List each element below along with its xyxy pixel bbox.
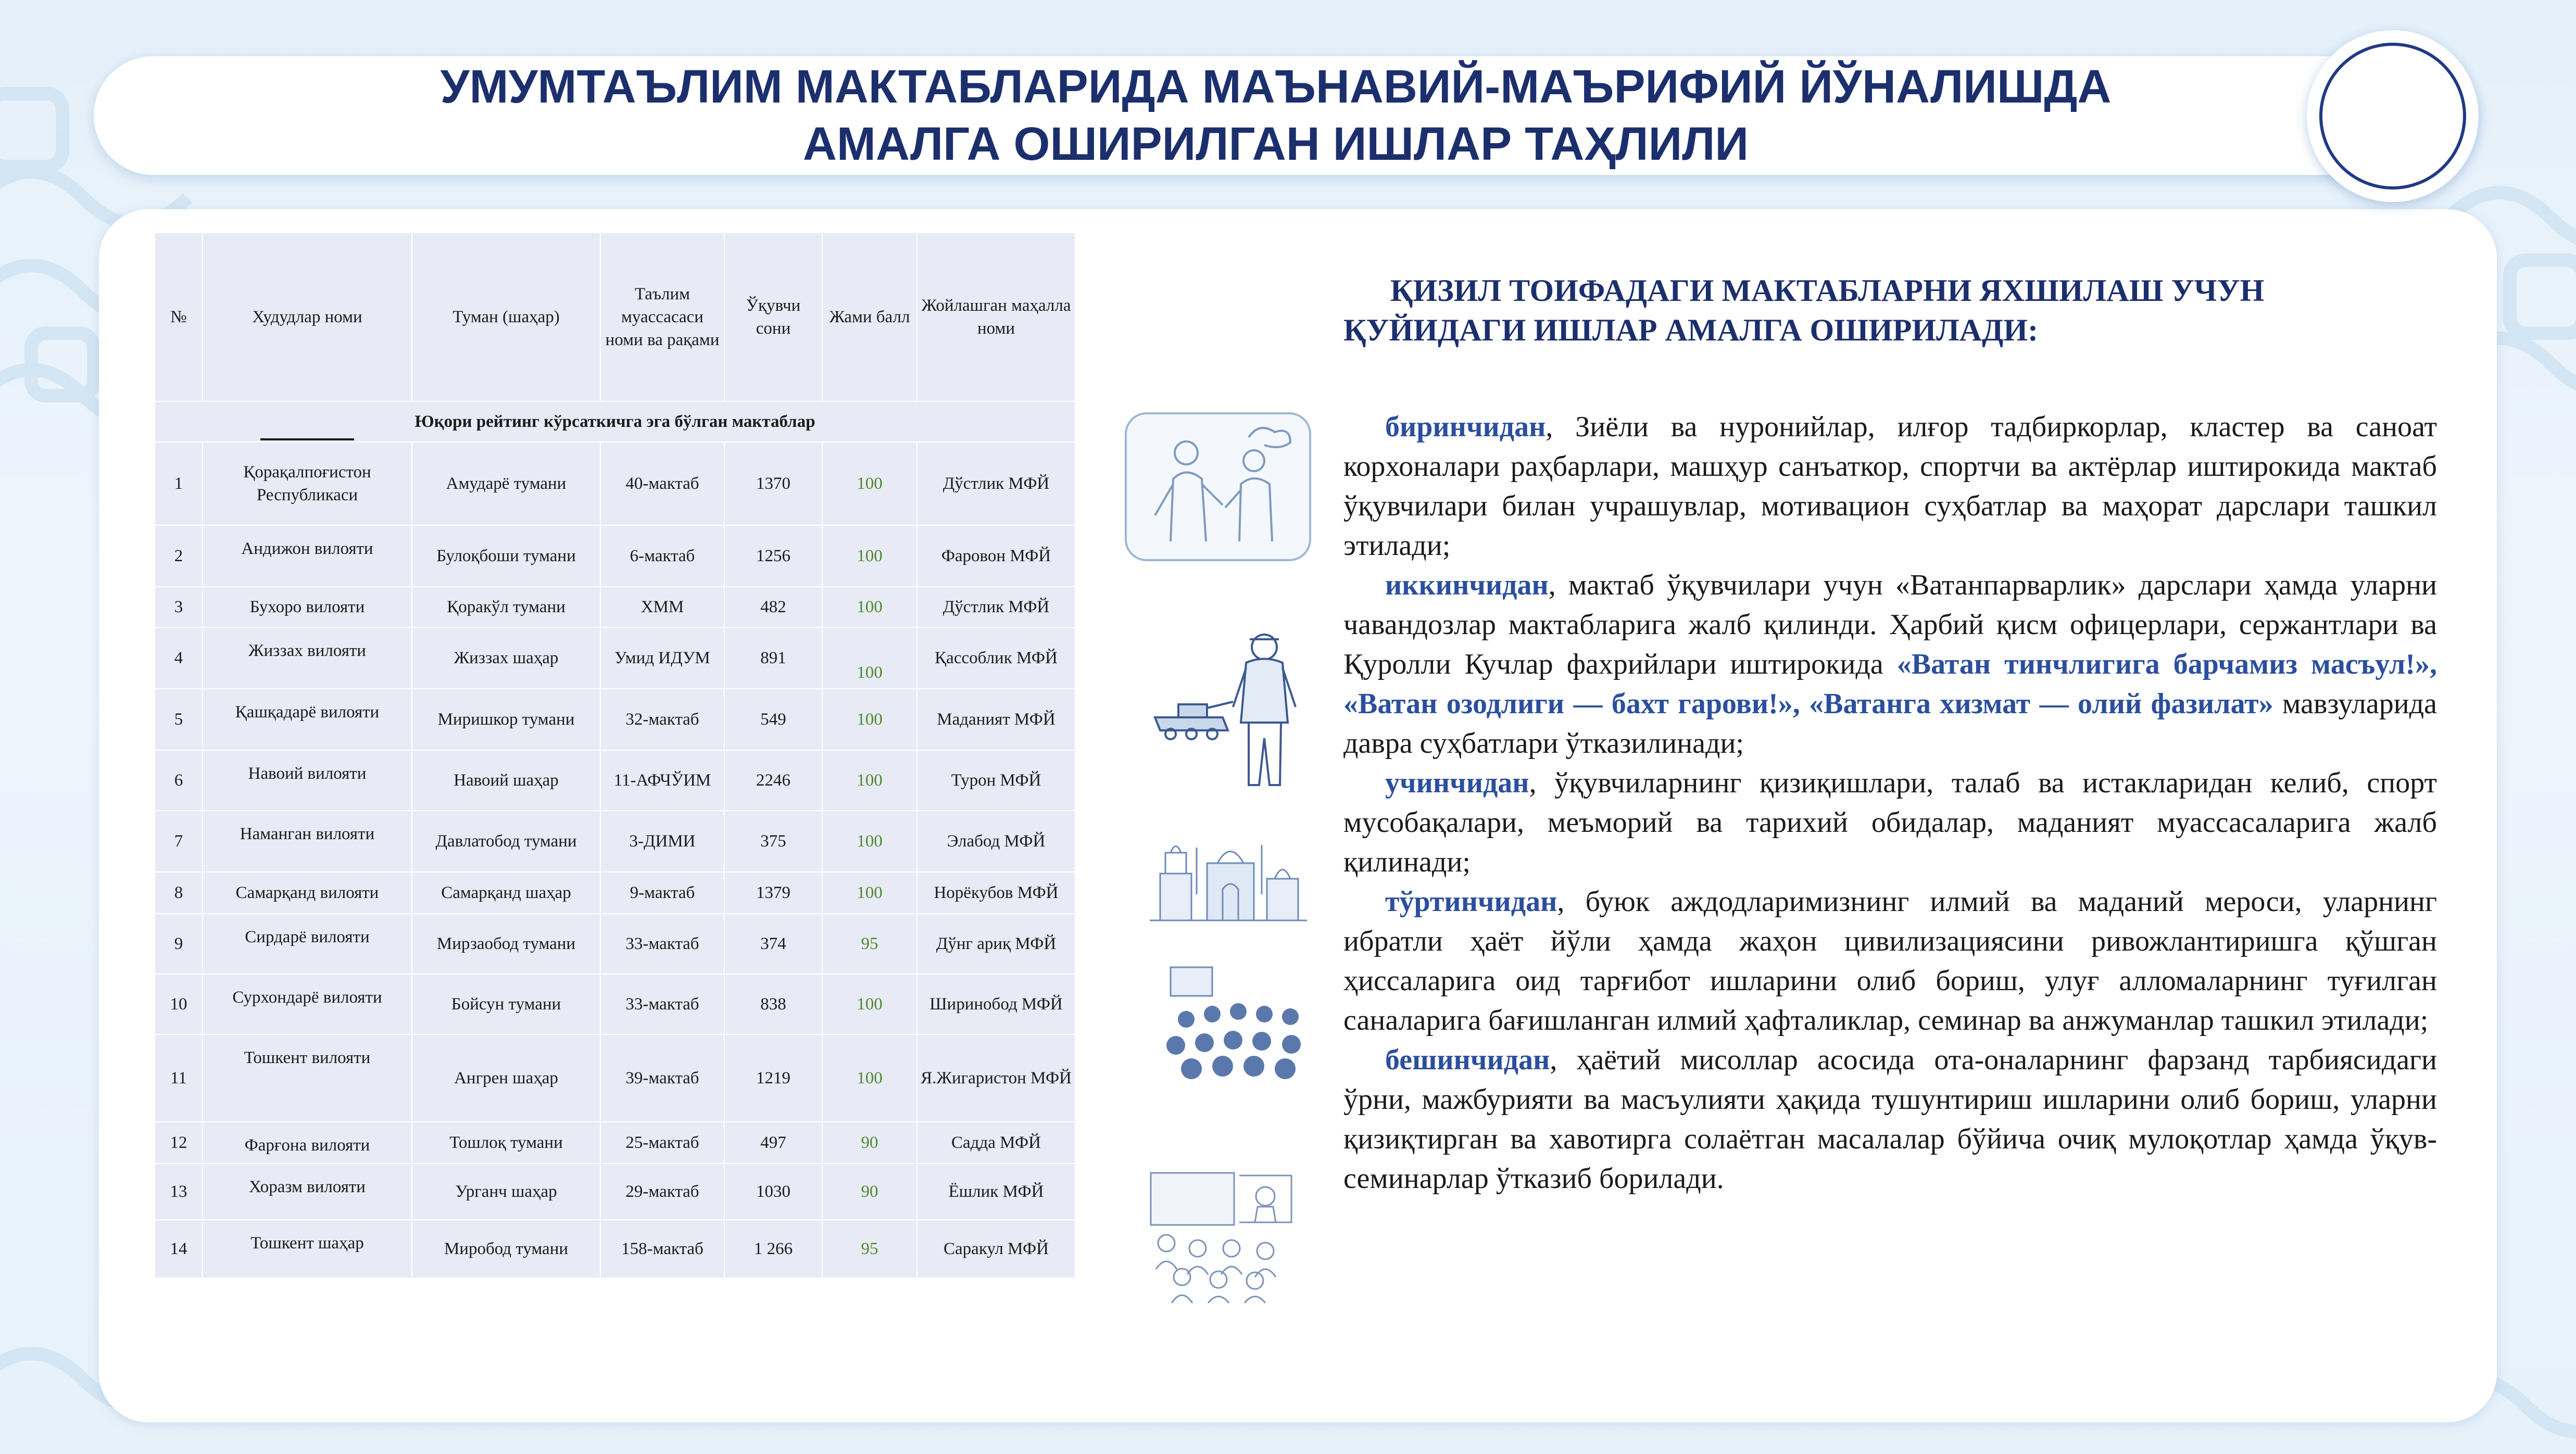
cell-score: 100 (822, 872, 917, 914)
cell-district: Навоий шаҳар (412, 750, 600, 811)
cell-school: ХММ (600, 587, 724, 627)
header-school: Таълим муассасаси номи ва рақами (600, 233, 724, 401)
cell-score: 100 (822, 689, 917, 750)
table-row (155, 1122, 1075, 1164)
cell-mahalla: Турон МФЙ (917, 750, 1075, 811)
cell-score: 95 (822, 914, 917, 974)
rating-table-container (154, 232, 1075, 1279)
cell-num: 12 (155, 1122, 203, 1164)
cell-mahalla: Ширинобод МФЙ (917, 974, 1075, 1034)
paragraph-1 (1343, 407, 2437, 565)
classroom-sketch-illustration (1135, 1165, 1312, 1306)
cell-mahalla: Элабод МФЙ (917, 811, 1075, 872)
section-title: Юқори рейтинг кўрсаткичга эга бўлган мактаблар (155, 401, 1075, 442)
cell-school: 29-мактаб (600, 1164, 724, 1220)
table-row (155, 1220, 1075, 1278)
paragraph-1-keyword: биринчидан (1385, 411, 1546, 443)
cell-score: 100 (822, 1034, 917, 1122)
cell-school: 3-ДИМИ (600, 811, 724, 872)
rating-table (154, 232, 1076, 1279)
cell-mahalla: Қассоблик МФЙ (917, 627, 1075, 689)
cell-num: 8 (155, 872, 203, 914)
paragraph-1-text: , Зиёли ва нуронийлар, илғор тадбиркорлар, кластер ва саноат корхоналари раҳбарлари, машҳур санъаткор, спортчи ва актёрлар иштирокида мактаб ўқувчилари билан учрашувлар, мотивацион суҳбатлар ва маҳорат дарслари ташкил этилади; (1343, 411, 2437, 562)
cell-school: 158-мактаб (600, 1220, 724, 1278)
section-row (155, 401, 1075, 442)
cell-mahalla: Дўстлик МФЙ (917, 442, 1075, 525)
cell-score: 100 (822, 442, 917, 525)
cell-students: 1 266 (724, 1220, 822, 1278)
cell-students: 375 (724, 811, 822, 872)
cell-students: 482 (724, 587, 822, 627)
cell-region: Сирдарё вилояти (203, 914, 412, 974)
cell-num: 10 (155, 974, 203, 1034)
paragraph-5-text: , ҳаётий мисоллар асосида ота-оналарнинг фарзанд тарбиясидаги ўрни, мажбурияти ва масъулияти ҳақида тушунтириш ишларини олиб бориш, уларни қизиқтирган ва хавотирга солаётган масалалар бўйича очиқ мулоқотлар ҳамда ўқув-семинарлар ўтказиб борилади. (1343, 1044, 2437, 1195)
quote-separator-2: , (1792, 688, 1810, 720)
cell-students: 497 (724, 1122, 822, 1164)
cell-mahalla: Садда МФЙ (917, 1122, 1075, 1164)
architecture-illustration (1145, 832, 1312, 926)
cell-region: Тошкент вилояти (203, 1034, 412, 1122)
cell-students: 838 (724, 974, 822, 1034)
paragraph-2-end: мавзуларида давра суҳбатлари ўтказилинади; (1343, 688, 2437, 760)
table-row (155, 442, 1075, 525)
cell-region: Хоразм вилояти (203, 1164, 412, 1220)
measures-heading-line2: ҚУЙИДАГИ ИШЛАР АМАЛГА ОШИРИЛАДИ: (1343, 313, 2039, 347)
table-row (155, 689, 1075, 750)
table-row (155, 525, 1075, 587)
cell-num: 4 (155, 627, 203, 689)
table-row (155, 974, 1075, 1034)
header-num: № (155, 233, 203, 401)
cell-score: 100 (822, 811, 917, 872)
paragraph-5 (1343, 1040, 2437, 1198)
header-students: Ўқувчи сони (724, 233, 822, 401)
paragraph-3 (1343, 763, 2437, 882)
cell-num: 3 (155, 587, 203, 627)
paragraph-2 (1343, 565, 2437, 763)
meeting-elders-illustration (1124, 411, 1312, 562)
cell-mahalla: Маданият МФЙ (917, 689, 1075, 750)
cell-region: Сурхондарё вилояти (203, 974, 412, 1034)
quote-3: «Ватанга хизмат — олий фазилат» (1809, 688, 2273, 720)
cell-district: Ангрен шаҳар (412, 1034, 600, 1122)
cell-students: 1030 (724, 1164, 822, 1220)
cell-students: 2246 (724, 750, 822, 811)
cell-mahalla: Норёкубов МФЙ (917, 872, 1075, 914)
cell-students: 549 (724, 689, 822, 750)
cell-num: 6 (155, 750, 203, 811)
cell-district: Миришкор тумани (412, 689, 600, 750)
cell-students: 374 (724, 914, 822, 974)
cell-school: 9-мактаб (600, 872, 724, 914)
cell-mahalla: Фаровон МФЙ (917, 525, 1075, 587)
cell-region: Бухоро вилояти (203, 587, 412, 627)
paragraph-4-keyword: тўртинчидан (1385, 886, 1557, 918)
cell-school: 33-мактаб (600, 914, 724, 974)
cell-district: Урганч шаҳар (412, 1164, 600, 1220)
paragraph-2-keyword: иккинчидан (1385, 569, 1549, 601)
cell-district: Булоқбоши тумани (412, 525, 600, 587)
cell-district: Амударё тумани (412, 442, 600, 525)
paragraph-4 (1343, 882, 2437, 1040)
cell-students: 1370 (724, 442, 822, 525)
cell-students: 1379 (724, 872, 822, 914)
cell-score: 90 (822, 1122, 917, 1164)
header-district: Туман (шаҳар) (412, 233, 600, 401)
cell-score: 100 (822, 627, 917, 689)
cell-school: 25-мактаб (600, 1122, 724, 1164)
cell-mahalla: Я.Жигаристон МФЙ (917, 1034, 1075, 1122)
table-row (155, 1164, 1075, 1220)
page-title-line1: УМУМТАЪЛИМ МАКТАБЛАРИДА МАЪНАВИЙ-МАЪРИФИЙ ЙЎНАЛИШДА (440, 61, 2112, 113)
table-row (155, 872, 1075, 914)
page-title (312, 58, 2239, 173)
table-row (155, 1034, 1075, 1122)
cell-mahalla: Дўстлик МФЙ (917, 587, 1075, 627)
soldier-tank-illustration (1150, 618, 1316, 795)
quote-separator-1: , (2430, 648, 2437, 680)
cell-region: Қашқадарё вилояти (203, 689, 412, 750)
table-row (155, 811, 1075, 872)
table-row (155, 587, 1075, 627)
audience-lecture-illustration (1155, 962, 1316, 1082)
header-mahalla: Жойлашган маҳалла номи (917, 233, 1075, 401)
cell-mahalla: Саракул МФЙ (917, 1220, 1075, 1278)
quote-1: «Ватан тинчлигига барчамиз масъул!» (1896, 648, 2430, 680)
cell-score: 100 (822, 525, 917, 587)
paragraph-3-keyword: учинчидан (1385, 767, 1529, 799)
cell-school: 6-мактаб (600, 525, 724, 587)
paragraph-5-keyword: бешинчидан (1385, 1044, 1550, 1076)
cell-score: 100 (822, 974, 917, 1034)
cell-students: 1219 (724, 1034, 822, 1122)
cell-district: Қоракўл тумани (412, 587, 600, 627)
cell-region: Фарғона вилояти (203, 1122, 412, 1164)
header-region: Худудлар номи (203, 233, 412, 401)
cell-region: Қорақалпоғистон Республикаси (203, 442, 412, 525)
measures-heading-line1: ҚИЗИЛ ТОИФАДАГИ МАКТАБЛАРНИ ЯХШИЛАШ УЧУН (1390, 273, 2265, 308)
cell-num: 1 (155, 442, 203, 525)
cell-region: Навоий вилояти (203, 750, 412, 811)
table-row (155, 627, 1075, 689)
cell-district: Миробод тумани (412, 1220, 600, 1278)
cell-district: Жиззах шаҳар (412, 627, 600, 689)
cell-region: Тошкент шаҳар (203, 1220, 412, 1278)
cell-district: Мирзаобод тумани (412, 914, 600, 974)
cell-region: Андижон вилояти (203, 525, 412, 587)
cell-school: 11-АФЧЎИМ (600, 750, 724, 811)
cell-school: 33-мактаб (600, 974, 724, 1034)
table-row (155, 750, 1075, 811)
cell-num: 9 (155, 914, 203, 974)
cell-district: Давлатобод тумани (412, 811, 600, 872)
cell-region: Жиззах вилояти (203, 627, 412, 689)
emblem-icon (2307, 30, 2479, 202)
measures-heading (1343, 271, 2333, 350)
table-row (155, 914, 1075, 974)
cell-mahalla: Дўнг ариқ МФЙ (917, 914, 1075, 974)
cell-mahalla: Ёшлик МФЙ (917, 1164, 1075, 1220)
cell-num: 14 (155, 1220, 203, 1278)
cell-num: 2 (155, 525, 203, 587)
cell-school: 32-мактаб (600, 689, 724, 750)
cell-score: 100 (822, 750, 917, 811)
cell-students: 1256 (724, 525, 822, 587)
cell-region: Наманган вилояти (203, 811, 412, 872)
cell-score: 90 (822, 1164, 917, 1220)
cell-students: 891 (724, 627, 822, 689)
table-header-row (155, 233, 1075, 401)
cell-num: 11 (155, 1034, 203, 1122)
cell-num: 13 (155, 1164, 203, 1220)
cell-num: 5 (155, 689, 203, 750)
cell-score: 100 (822, 587, 917, 627)
quote-2: «Ватан озодлиги — бахт гарови!» (1343, 688, 1793, 720)
measures-body (1343, 407, 2437, 1198)
cell-district: Бойсун тумани (412, 974, 600, 1034)
header-score: Жами балл (822, 233, 917, 401)
cell-school: Умид ИДУМ (600, 627, 724, 689)
cell-score: 95 (822, 1220, 917, 1278)
cell-school: 39-мактаб (600, 1034, 724, 1122)
paragraph-2-text: , мактаб ўқувчилари учун «Ватанпарварлик» дарслари ҳамда уларни чавандозлар мактабларига жалб қилинди. Ҳарбий қисм офицерлари, сержантлари ва Қуролли Кучлар фахрийлари иштирокида (1343, 569, 2437, 680)
cell-district: Тошлоқ тумани (412, 1122, 600, 1164)
cell-num: 7 (155, 811, 203, 872)
section-underline (260, 438, 354, 440)
cell-school: 40-мактаб (600, 442, 724, 525)
cell-district: Самарқанд шаҳар (412, 872, 600, 914)
page-title-line2: АМАЛГА ОШИРИЛГАН ИШЛАР ТАҲЛИЛИ (802, 118, 1749, 170)
cell-region: Самарқанд вилояти (203, 872, 412, 914)
paragraph-3-text: , ўқувчиларнинг қизиқишлари, талаб ва истакларидан келиб, спорт мусобақалари, меъморий ва тарихий обидалар, маданият муассасаларига жалб қилинади; (1343, 767, 2437, 878)
paragraph-4-text: , буюк аждодларимизнинг илмий ва маданий мероси, уларнинг ибратли ҳаёт йўли ҳамда жаҳон цивилизациясини ривожлантиришга қўшган ҳиссаларига оид тарғибот ишларини олиб бориш, улуғ алломаларнинг туғилган саналарига бағишланган илмий ҳафталиклар, семинар ва анжуманлар ташкил этилади; (1343, 886, 2437, 1036)
